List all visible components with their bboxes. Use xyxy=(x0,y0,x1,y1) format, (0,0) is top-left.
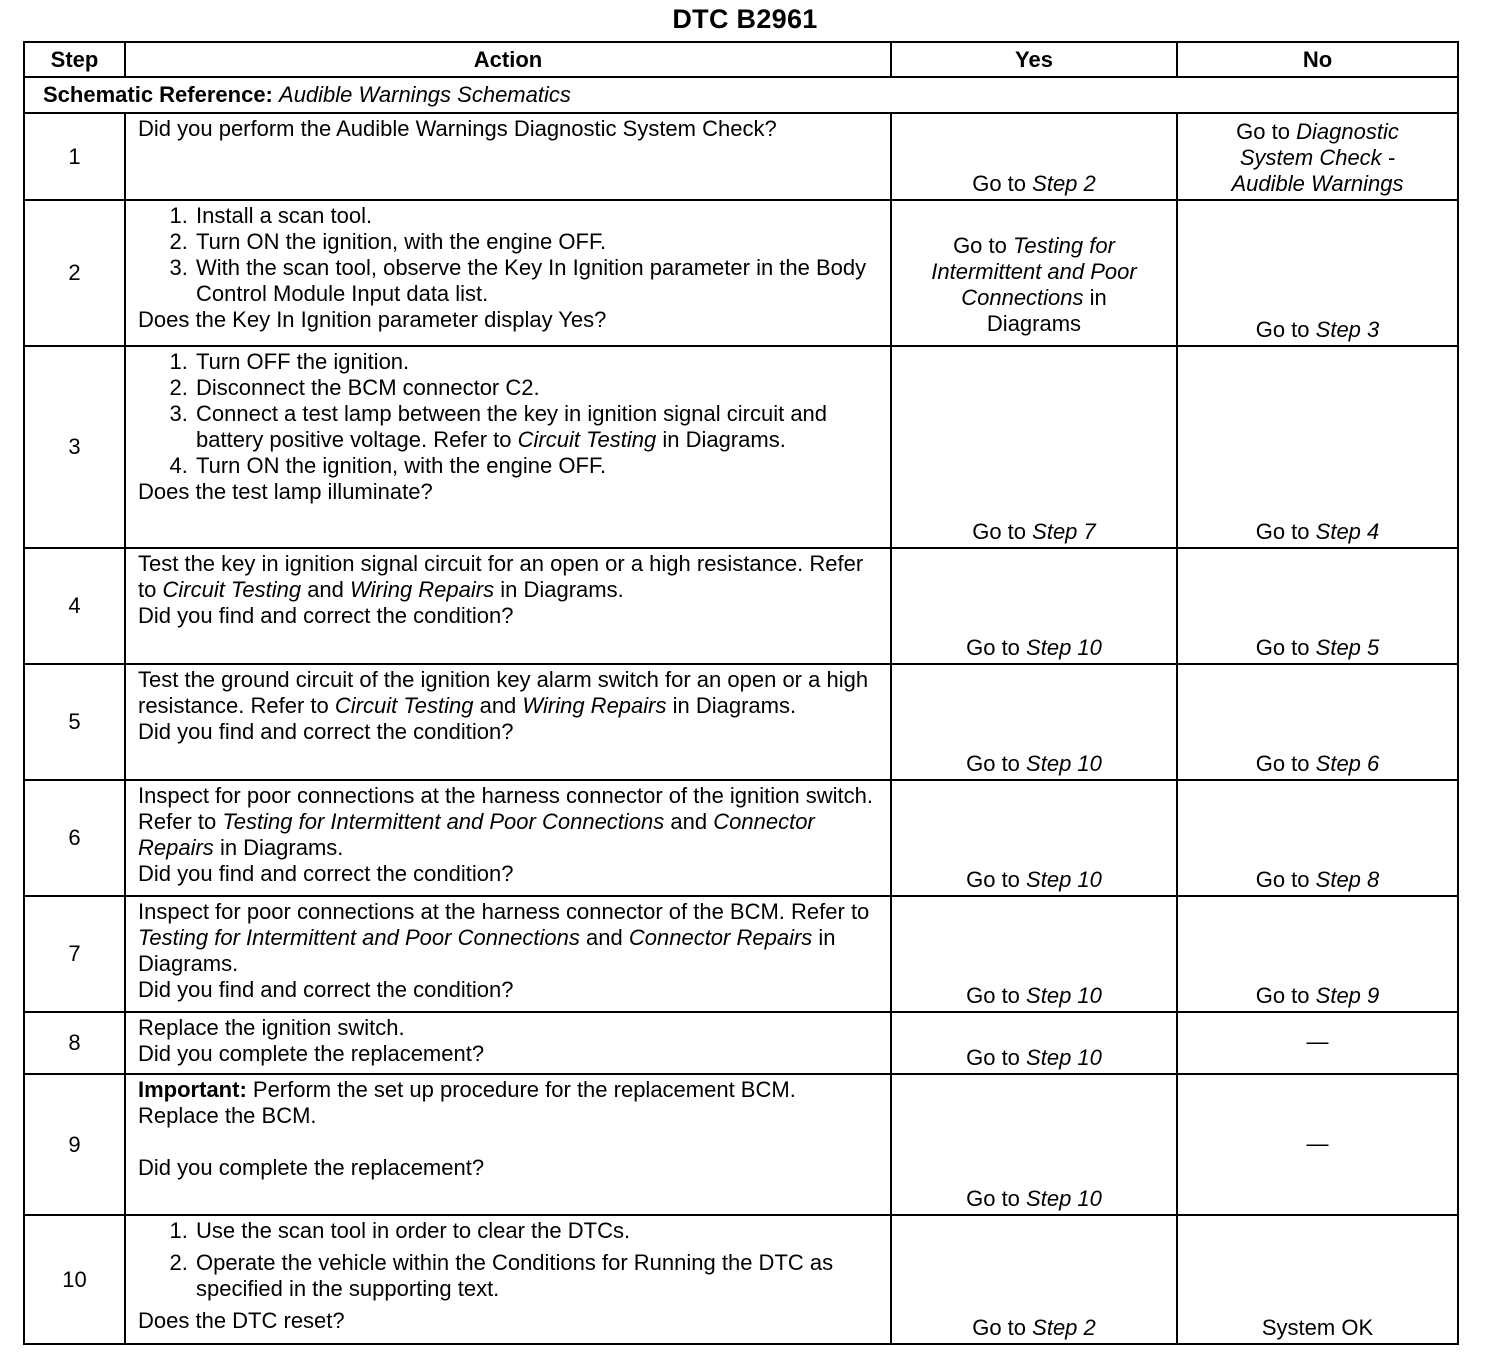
table-row xyxy=(24,780,1458,896)
yes-cell: Go to Step 10 xyxy=(891,1012,1177,1074)
step-link[interactable]: Step 4 xyxy=(1315,519,1380,544)
list-item: 2. Operate the vehicle within the Conditions for Running the DTC as specified in the supporting text. xyxy=(194,1250,880,1302)
reference-link[interactable]: Connector Repairs xyxy=(138,809,815,860)
step-link[interactable]: Step 10 xyxy=(1026,751,1102,776)
reference-link[interactable]: Diagnostic xyxy=(1296,119,1399,144)
action-question: Does the Key In Ignition parameter display Yes? xyxy=(138,307,607,332)
no-cell xyxy=(1177,1012,1458,1074)
action-list xyxy=(138,349,880,479)
page-title: DTC B2961 xyxy=(672,4,818,34)
header-action: Action xyxy=(125,42,891,77)
action-cell: Important: Perform the set up procedure for the replacement BCM. Replace the BCM. Did you complete the replacement? xyxy=(125,1074,891,1215)
important-text: Perform the set up procedure for the replacement BCM. xyxy=(252,1077,796,1102)
list-item: 3. With the scan tool, observe the Key In Ignition parameter in the Body Control Module Input data list. xyxy=(194,255,880,307)
table-row xyxy=(24,1074,1458,1215)
table-row xyxy=(24,1012,1458,1074)
header-no: No xyxy=(1177,42,1458,77)
schematic-reference xyxy=(24,77,1458,113)
action-question: Did you find and correct the condition? xyxy=(138,719,514,744)
table-row xyxy=(24,664,1458,780)
action-question: Did you find and correct the condition? xyxy=(138,603,514,628)
no-cell: Go to Step 9 xyxy=(1177,896,1458,1012)
step-number: 8 xyxy=(24,1012,125,1074)
step-link[interactable]: Step 2 xyxy=(1032,1315,1096,1340)
yes-cell: Go to Step 10 xyxy=(891,896,1177,1012)
action-cell: Test the ground circuit of the ignition key alarm switch for an open or a high resistance. Refer to Circuit Testing and Wiring Repairs in Diagrams. Did you find and correct the condition? xyxy=(125,664,891,780)
yes-cell: Go to Step 10 xyxy=(891,664,1177,780)
reference-link[interactable]: Testing for Intermittent and Poor Connections xyxy=(138,925,580,950)
no-cell xyxy=(1177,1074,1458,1215)
table-row xyxy=(24,548,1458,664)
step-link[interactable]: Step 5 xyxy=(1315,635,1380,660)
action-question: Did you complete the replacement? xyxy=(138,1155,485,1180)
action-cell xyxy=(125,1215,891,1344)
schematic-link[interactable]: Audible Warnings Schematics xyxy=(279,82,571,107)
reference-link[interactable]: Audible Warnings xyxy=(1231,171,1404,196)
reference-link[interactable]: Intermittent and Poor xyxy=(931,259,1137,284)
list-item: 1. Use the scan tool in order to clear the DTCs. xyxy=(194,1218,880,1244)
list-item: 1. Turn OFF the ignition. xyxy=(194,349,880,375)
list-item: 4. Turn ON the ignition, with the engine OFF. xyxy=(194,453,880,479)
not-applicable-dash: — xyxy=(1306,1130,1329,1156)
step-link[interactable]: Step 10 xyxy=(1026,1186,1102,1211)
header-step: Step xyxy=(24,42,125,77)
header-row xyxy=(24,42,1458,77)
action-list xyxy=(138,1218,880,1302)
reference-link[interactable]: Circuit Testing xyxy=(162,577,302,602)
yes-cell: Go to Step 10 xyxy=(891,548,1177,664)
yes-cell: Go to Testing for Intermittent and Poor Connections in Diagrams xyxy=(891,200,1177,346)
step-link[interactable]: Step 8 xyxy=(1315,867,1380,892)
step-link[interactable]: Step 10 xyxy=(1026,1045,1102,1070)
action-cell xyxy=(125,346,891,548)
step-link[interactable]: Step 10 xyxy=(1026,983,1102,1008)
table-row xyxy=(24,113,1458,200)
no-cell xyxy=(1177,1215,1458,1344)
step-link[interactable]: Step 10 xyxy=(1026,867,1102,892)
action-question: Does the DTC reset? xyxy=(138,1308,345,1333)
reference-link[interactable]: Wiring Repairs xyxy=(522,693,667,718)
step-number: 3 xyxy=(24,346,125,548)
reference-link[interactable]: Circuit Testing xyxy=(517,427,657,452)
step-link[interactable]: Step 7 xyxy=(1032,519,1096,544)
reference-link[interactable]: Wiring Repairs xyxy=(350,577,495,602)
action-cell: Replace the ignition switch. Did you complete the replacement? xyxy=(125,1012,891,1074)
step-link[interactable]: Step 10 xyxy=(1026,635,1102,660)
step-number: 1 xyxy=(24,113,125,200)
action-question: Did you find and correct the condition? xyxy=(138,977,514,1002)
no-cell: Go to Step 5 xyxy=(1177,548,1458,664)
reference-link[interactable]: Connector Repairs xyxy=(628,925,813,950)
no-cell: Go to Step 6 xyxy=(1177,664,1458,780)
step-link[interactable]: Step 2 xyxy=(1032,171,1096,196)
list-item: 2. Disconnect the BCM connector C2. xyxy=(194,375,880,401)
yes-cell: Go to Step 2 xyxy=(891,113,1177,200)
reference-link[interactable]: Connections xyxy=(961,285,1084,310)
list-item: 3. Connect a test lamp between the key in ignition signal circuit and battery positive voltage. Refer to Circuit Testing in Diagrams. xyxy=(194,401,880,453)
important-label: Important: xyxy=(138,1077,247,1102)
action-list xyxy=(138,203,880,307)
not-applicable-dash: — xyxy=(1306,1029,1329,1054)
action-cell xyxy=(125,113,891,200)
diagnostic-table xyxy=(23,41,1459,1345)
action-question: Did you perform the Audible Warnings Diagnostic System Check? xyxy=(138,116,777,141)
step-number: 5 xyxy=(24,664,125,780)
no-cell: Go to Diagnostic System Check - Audible Warnings xyxy=(1177,113,1458,200)
action-cell: Test the key in ignition signal circuit for an open or a high resistance. Refer to Circuit Testing and Wiring Repairs in Diagrams. Did you find and correct the condition? xyxy=(125,548,891,664)
header-yes: Yes xyxy=(891,42,1177,77)
table-row xyxy=(24,896,1458,1012)
step-number: 10 xyxy=(24,1215,125,1344)
no-cell: Go to Step 3 xyxy=(1177,200,1458,346)
yes-cell: Go to Step 10 xyxy=(891,780,1177,896)
step-link[interactable]: Step 9 xyxy=(1315,983,1380,1008)
step-link[interactable]: Step 6 xyxy=(1315,751,1380,776)
step-number: 6 xyxy=(24,780,125,896)
yes-cell: Go to Step 2 xyxy=(891,1215,1177,1344)
table-row xyxy=(24,200,1458,346)
action-cell xyxy=(125,200,891,346)
action-question: Does the test lamp illuminate? xyxy=(138,479,433,504)
action-cell: Inspect for poor connections at the harness connector of the ignition switch. Refer to Testing for Intermittent and Poor Connections and Connector Repairs in Diagrams. Did you find and correct the condition? xyxy=(125,780,891,896)
reference-link[interactable]: System Check - xyxy=(1239,145,1396,170)
step-number: 4 xyxy=(24,548,125,664)
step-number: 9 xyxy=(24,1074,125,1215)
no-cell: Go to Step 8 xyxy=(1177,780,1458,896)
table-row xyxy=(24,346,1458,548)
table-row xyxy=(24,1215,1458,1344)
list-item: 1. Install a scan tool. xyxy=(194,203,880,229)
action-cell: Inspect for poor connections at the harness connector of the BCM. Refer to Testing for Intermittent and Poor Connections and Connector Repairs in Diagrams. Did you find and correct the condition? xyxy=(125,896,891,1012)
schematic-row xyxy=(24,77,1458,113)
list-item: 2. Turn ON the ignition, with the engine OFF. xyxy=(194,229,880,255)
yes-cell: Go to Step 10 xyxy=(891,1074,1177,1215)
action-question: Did you find and correct the condition? xyxy=(138,861,514,886)
reference-link[interactable]: Circuit Testing xyxy=(334,693,474,718)
no-cell: Go to Step 4 xyxy=(1177,346,1458,548)
system-ok-text: System OK xyxy=(1261,1315,1374,1340)
schematic-label: Schematic Reference: xyxy=(43,82,273,107)
reference-link[interactable]: Testing for Intermittent and Poor Connections xyxy=(222,809,665,834)
yes-cell: Go to Step 7 xyxy=(891,346,1177,548)
step-link[interactable]: Step 3 xyxy=(1315,317,1380,342)
step-number: 2 xyxy=(24,200,125,346)
reference-link[interactable]: Testing for xyxy=(1013,233,1115,258)
action-question: Did you complete the replacement? xyxy=(138,1041,485,1066)
step-number: 7 xyxy=(24,896,125,1012)
